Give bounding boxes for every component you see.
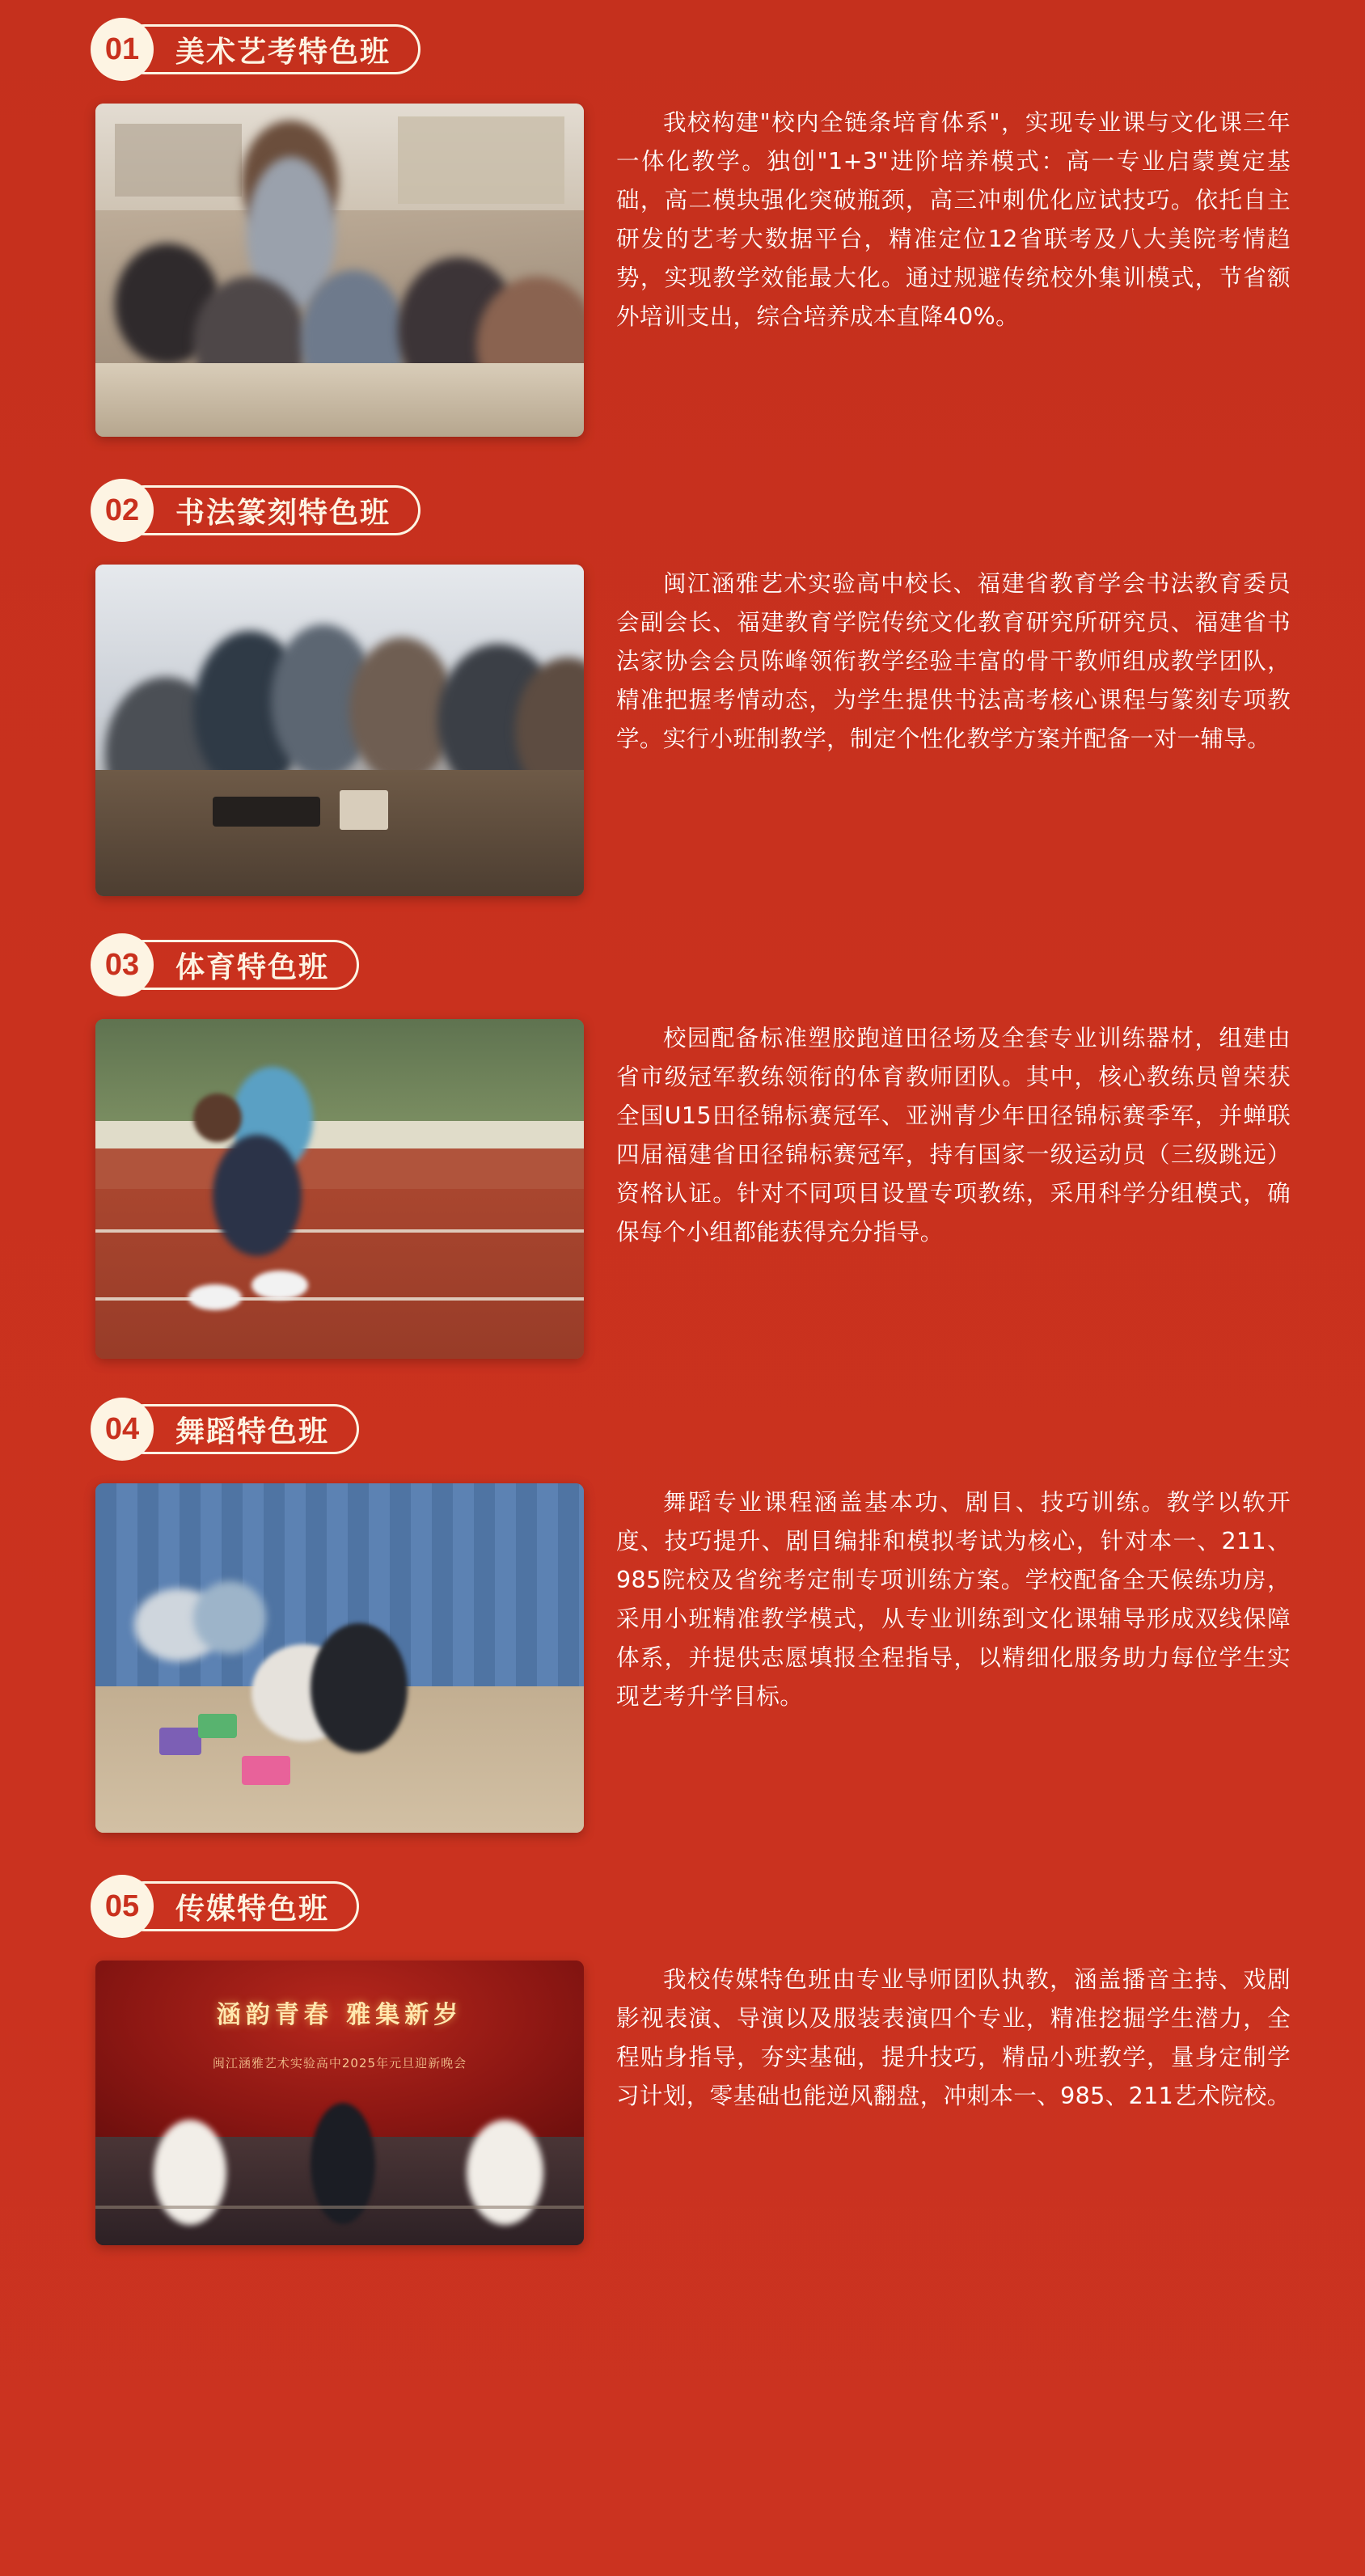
section-title: 体育特色班	[175, 950, 330, 984]
section-title: 书法篆刻特色班	[175, 496, 391, 530]
section-title: 传媒特色班	[175, 1892, 330, 1926]
section-title-pill	[120, 940, 359, 990]
section-body-calligraphy: 闽江涵雅艺术实验高中校长、福建省教育学会书法教育委员会副会长、福建教育学院传统文化教育研究所研究员、福建省书法家协会会员陈峰领衔教学经验丰富的骨干教师组成教学团队，精准把握考情动态，为学生提供书法高考核心课程与篆刻专项教学。实行小班制教学，制定个性化教学方案并配备一对一辅导。	[616, 570, 1291, 752]
section-title: 舞蹈特色班	[175, 1415, 330, 1449]
dance-studio-photo	[95, 1483, 584, 1833]
photo-track	[95, 1019, 584, 1359]
section-dance	[0, 1359, 1365, 1833]
section-calligraphy	[0, 437, 1365, 896]
section-number-badge: 01	[91, 18, 154, 81]
photo-art	[95, 104, 584, 437]
section-number-badge: 05	[91, 1875, 154, 1938]
media-stage-photo	[95, 1961, 584, 2245]
stage-banner-title: 涵韵青春 雅集新岁	[216, 2001, 463, 2030]
section-content-sports	[0, 1019, 1365, 1359]
section-title: 美术艺考特色班	[175, 35, 391, 69]
section-header-dance	[91, 1394, 1365, 1464]
section-content-media	[0, 1961, 1365, 2245]
section-sports	[0, 896, 1365, 1359]
section-header-art	[91, 15, 1365, 84]
section-header-calligraphy	[91, 476, 1365, 545]
section-title-pill	[120, 1404, 359, 1454]
photo-calligraphy	[95, 565, 584, 896]
section-content-dance	[0, 1483, 1365, 1833]
section-body-sports: 校园配备标准塑胶跑道田径场及全套专业训练器材，组建由省市级冠军教练领衔的体育教师团队。其中，核心教练员曾荣获全国U15田径锦标赛冠军、亚洲青少年田径锦标赛季军，并蝉联四届福建省田径锦标赛冠军，持有国家一级运动员（三级跳远）资格认证。针对不同项目设置专项教练，采用科学分组模式，确保每个小组都能获得充分指导。	[616, 1025, 1291, 1246]
section-content-calligraphy	[0, 565, 1365, 896]
section-title-pill	[120, 1881, 359, 1931]
section-body-media: 我校传媒特色班由专业导师团队执教，涵盖播音主持、戏剧影视表演、导演以及服装表演四个专业，精准挖掘学生潜力，全程贴身指导，夯实基础，提升技巧，精品小班教学，量身定制学习计划，零基础也能逆风翻盘，冲刺本一、985、211艺术院校。	[616, 1966, 1291, 2109]
section-header-sports	[91, 930, 1365, 1000]
art-classroom-photo	[95, 104, 584, 437]
section-body-art: 我校构建"校内全链条培育体系"，实现专业课与文化课三年一体化教学。独创"1+3"进阶培养模式：高一专业启蒙奠定基础，高二模块强化突破瓶颈，高三冲刺优化应试技巧。依托自主研发的艺考大数据平台，精准定位12省联考及八大美院考情趋势，实现教学效能最大化。通过规避传统校外集训模式，节省额外培训支出，综合培养成本直降40%。	[616, 109, 1291, 330]
section-number-badge: 02	[91, 479, 154, 542]
track-sprint-photo	[95, 1019, 584, 1359]
photo-stage	[95, 1961, 584, 2245]
section-body-dance: 舞蹈专业课程涵盖基本功、剧目、技巧训练。教学以软开度、技巧提升、剧目编排和模拟考试为核心，针对本一、211、985院校及省统考定制专项训练方案。学校配备全天候练功房，采用小班精准教学模式，从专业训练到文化课辅导形成双线保障体系，并提供志愿填报全程指导，以精细化服务助力每位学生实现艺考升学目标。	[616, 1489, 1291, 1710]
section-number-badge: 03	[91, 933, 154, 996]
stage-banner-subtitle: 闽江涵雅艺术实验高中2025年元旦迎新晚会	[212, 2056, 467, 2071]
section-media	[0, 1833, 1365, 2245]
section-title-pill	[120, 485, 420, 535]
section-number-badge: 04	[91, 1398, 154, 1461]
section-header-media	[91, 1872, 1365, 1941]
photo-dance	[95, 1483, 584, 1833]
calligraphy-class-photo	[95, 565, 584, 896]
section-content-art	[0, 104, 1365, 437]
section-art	[0, 0, 1365, 437]
section-title-pill	[120, 24, 420, 74]
